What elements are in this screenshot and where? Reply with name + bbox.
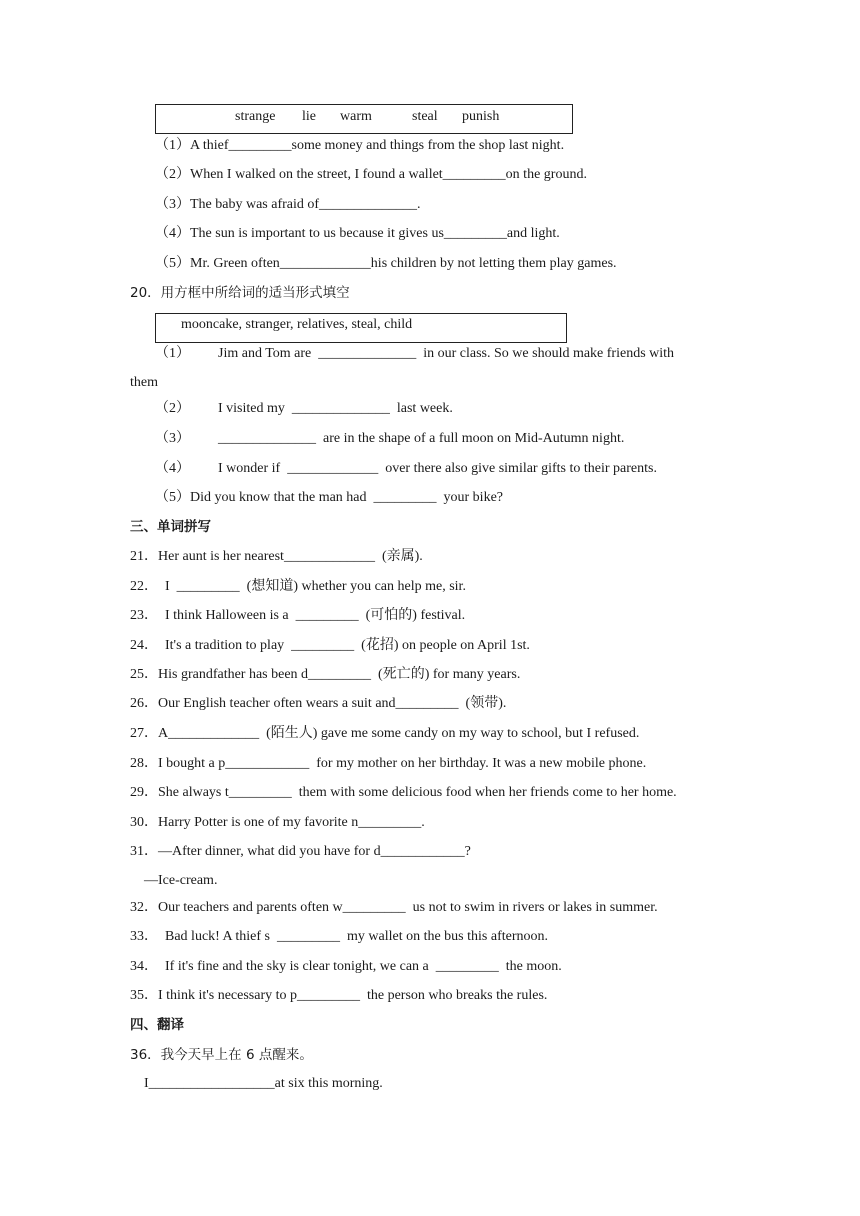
question-heading: 20．用方框中所给词的适当形式填空 [130, 285, 350, 301]
question-item: 29．She always t_________ them with some delicious food when her friends come to her home. [130, 785, 677, 800]
question-item-wrap: them [130, 375, 158, 390]
item-number: （2） [155, 401, 190, 416]
item-number: （4） [155, 461, 190, 476]
question-item: （1）A thief_________some money and things from the shop last night. [155, 138, 565, 153]
question-item: （5）Did you know that the man had _________ your bike? [155, 490, 504, 505]
item-number: （3） [155, 431, 190, 446]
box-word: warm [340, 109, 372, 124]
question-item: ______________ are in the shape of a full moon on Mid-Autumn night. [218, 431, 625, 446]
box-word: lie [302, 109, 316, 124]
question-item: 30．Harry Potter is one of my favorite n_________. [130, 815, 425, 830]
question-item: I__________________at six this morning. [130, 1076, 383, 1091]
question-item: 28．I bought a p____________ for my mother on her birthday. It was a new mobile phone. [130, 756, 647, 771]
section-heading: 三、单词拼写 [130, 519, 211, 535]
question-item: 22． I _________ (想知道) whether you can help me, sir. [130, 579, 466, 594]
question-item: I wonder if _____________ over there also give similar gifts to their parents. [218, 461, 657, 476]
question-item: 31．—After dinner, what did you have for d____________? [130, 844, 471, 859]
box-text: mooncake, stranger, relatives, steal, child [181, 317, 413, 332]
question-item: Jim and Tom are ______________ in our class. So we should make friends with [218, 346, 675, 361]
question-item: 21．Her aunt is her nearest_____________ (亲属). [130, 549, 423, 564]
question-item: I visited my ______________ last week. [218, 401, 453, 416]
section-heading: 四、翻译 [130, 1017, 184, 1033]
item-number: （1） [155, 346, 190, 361]
question-item: 36．我今天早上在 6 点醒来。 [130, 1047, 313, 1063]
question-item: 24． It's a tradition to play _________ (花招) on people on April 1st. [130, 638, 530, 653]
question-item: （2）When I walked on the street, I found a wallet_________on the ground. [155, 167, 587, 182]
question-item: （5）Mr. Green often_____________his children by not letting them play games. [155, 256, 617, 271]
question-item: 33． Bad luck! A thief s _________ my wallet on the bus this afternoon. [130, 929, 549, 944]
question-item: 23． I think Halloween is a _________ (可怕的) festival. [130, 608, 466, 623]
question-item: 27．A_____________ (陌生人) gave me some candy on my way to school, but I refused. [130, 726, 640, 741]
box-word: steal [412, 109, 438, 124]
question-item: 32．Our teachers and parents often w_________ us not to swim in rivers or lakes in summer. [130, 900, 658, 915]
box-word: strange [235, 109, 276, 124]
question-item: 35．I think it's necessary to p_________ the person who breaks the rules. [130, 988, 548, 1003]
question-item: （3）The baby was afraid of______________. [155, 197, 421, 212]
question-item: 34． If it's fine and the sky is clear tonight, we can a _________ the moon. [130, 959, 562, 974]
box-word: punish [462, 109, 500, 124]
word-box-20 [155, 313, 567, 343]
question-item: （4）The sun is important to us because it gives us_________and light. [155, 226, 560, 241]
word-box-19 [155, 104, 573, 134]
question-item: —Ice-cream. [130, 873, 218, 888]
question-item: 26．Our English teacher often wears a suit and_________ (领带). [130, 696, 507, 711]
question-item: 25．His grandfather has been d_________ (死亡的) for many years. [130, 667, 521, 682]
